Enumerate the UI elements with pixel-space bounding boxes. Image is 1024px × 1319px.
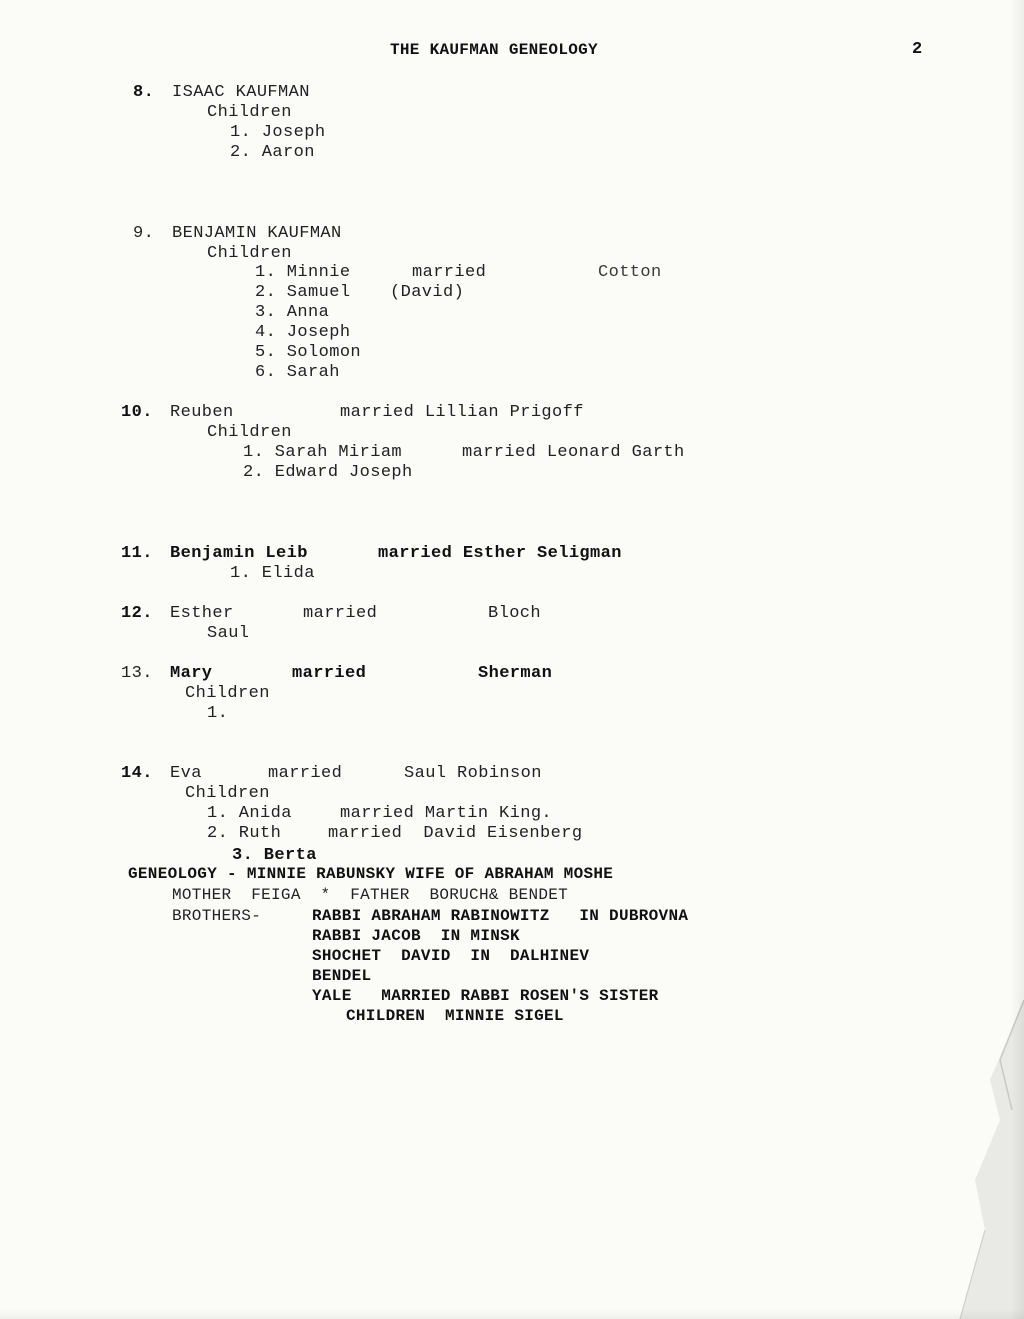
brother-item: YALE MARRIED RABBI ROSEN'S SISTER [312,987,659,1005]
brother-item: RABBI JACOB IN MINSK [312,927,520,945]
entry-number: 10. [121,403,153,422]
entry-name: Benjamin Leib [170,544,308,563]
entry-name: Esther [170,604,234,623]
child-married: married David Eisenberg [328,824,583,843]
entry-name: Reuben [170,403,234,422]
entry-number: 11. [121,544,153,563]
child-item: 1. Sarah Miriam [243,443,403,462]
child-married: married [412,263,487,282]
entry-spouse: Saul Robinson [404,764,542,783]
child-item: 1. Elida [230,564,315,583]
child-item: 2. Edward Joseph [243,463,413,482]
page-number: 2 [912,40,923,59]
entry-married: married [303,604,378,623]
entry-married: married [292,664,367,683]
entry-married: married [268,764,343,783]
brother-item: SHOCHET DAVID IN DALHINEV [312,947,590,965]
child-item: 5. Solomon [255,343,362,362]
child-item: 1. [207,704,229,723]
parents-line: MOTHER FEIGA * FATHER BORUCH& BENDET [172,886,569,904]
brother-item: BENDEL [312,967,372,985]
brothers-label: BROTHERS- [172,907,262,925]
entry-married: married Lillian Prigoff [340,403,584,422]
entry-name: Mary [170,664,213,683]
entry-married: married Esther Seligman [378,544,622,563]
entry-spouse: Sherman [478,664,553,683]
entry-name: ISAAC KAUFMAN [172,83,310,102]
entry-sub: Saul [207,624,250,643]
children-line: CHILDREN MINNIE SIGEL [346,1007,564,1025]
entry-number: 14. [121,764,153,783]
document-title: THE KAUFMAN GENEOLOGY [390,41,598,59]
child-married: married Leonard Garth [462,443,685,462]
child-item: 1. Joseph [230,123,326,142]
entry-number: 8. [133,83,155,102]
genealogy-line: GENEOLOGY - MINNIE RABUNSKY WIFE OF ABRAHAM MOSHE [128,865,614,883]
child-married: married Martin King. [340,804,553,823]
children-label: Children [207,423,292,442]
child-item: 1. Minnie [255,263,351,282]
child-note: (David) [390,283,465,302]
entry-number: 9. [133,224,155,243]
children-label: Children [185,684,270,703]
child-item: 3. Anna [255,303,330,322]
child-spouse: Cotton [598,263,662,282]
child-item: 6. Sarah [255,363,340,382]
page-edge-bottom [0,1309,1024,1319]
entry-name: BENJAMIN KAUFMAN [172,224,342,243]
entry-name: Eva [170,764,202,783]
child-item: 2. Aaron [230,143,315,162]
children-label: Children [207,103,292,122]
brother-item: RABBI ABRAHAM RABINOWITZ IN DUBROVNA [312,907,689,925]
children-label: Children [185,784,270,803]
entry-number: 12. [121,604,153,623]
page-edge-right [1010,0,1024,1319]
child-item: 2. Ruth [207,824,282,843]
child-item: 1. Anida [207,804,292,823]
child-item: 4. Joseph [255,323,351,342]
entry-spouse: Bloch [488,604,542,623]
child-item: 2. Samuel [255,283,351,302]
children-label: Children [207,244,292,263]
entry-number: 13. [121,664,153,683]
child-item: 3. Berta [232,846,317,865]
